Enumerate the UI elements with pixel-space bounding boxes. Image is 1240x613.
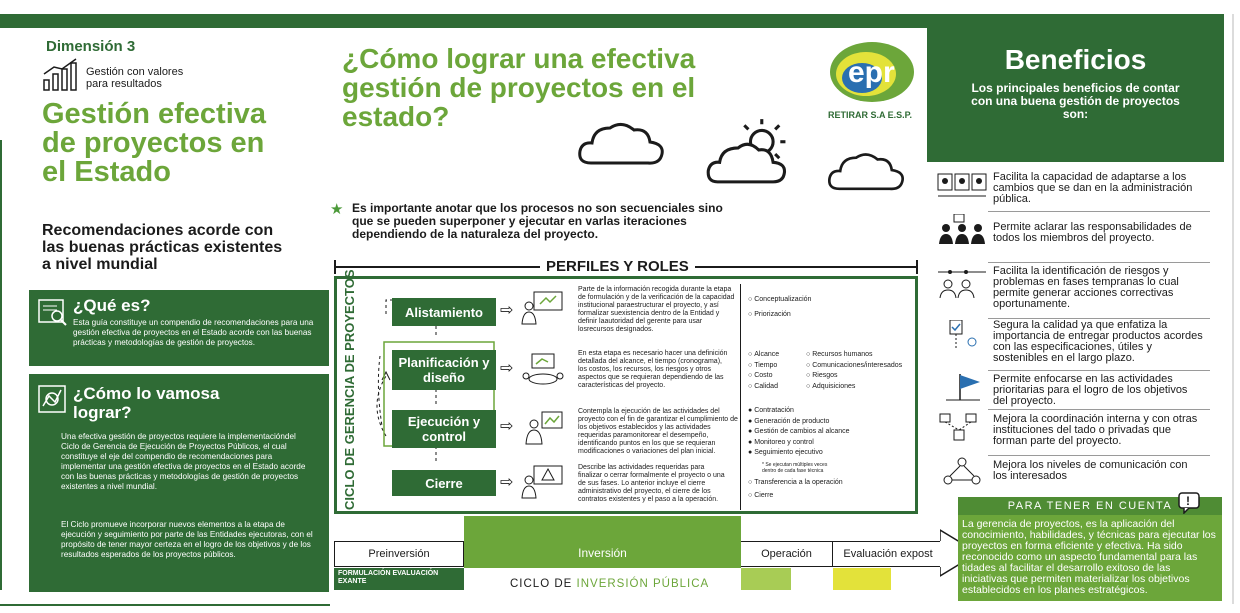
evaluacion-marker xyxy=(833,568,891,590)
perfiles-title: PERFILES Y ROLES xyxy=(540,258,695,275)
logo-text: RETIRAR S.A E.S.P. xyxy=(827,110,913,120)
sub-title: Recomendaciones acorde con las buenas prácticas existentes a nivel mundial xyxy=(42,222,283,273)
right-edge xyxy=(1232,14,1234,604)
book-icon xyxy=(37,296,67,326)
stage-ejecucion[interactable]: Ejecución y control xyxy=(392,410,496,448)
beneficio-item: Facilita la capacidad de adaptarse a los cambios que se dan en la administración pública. xyxy=(993,171,1193,205)
kpi-label: Gestión con valores para resultados xyxy=(86,66,184,90)
cycle-preinversion: Preinversión xyxy=(334,541,464,567)
como-title: ¿Cómo lo vamosa lograr? xyxy=(73,384,220,422)
note-text: Es importante anotar que los procesos no son secuenciales sino que se pueden superponer y ejecutar en varlas iteraciones dependiendo de la naturaleza del proyecto. xyxy=(352,201,723,241)
stage-alistamiento[interactable]: Alistamiento xyxy=(392,298,496,326)
dimension-label: Dimensión 3 xyxy=(46,38,136,55)
arrow-icon: ⇨ xyxy=(500,418,514,435)
stage-planificacion-desc: En esta etapa es necesario hacer una definición detallada del alcance, el tiempo (cronograma), los costos, los recursos, los riesgos y otros aspectos que se requieran dependiendo de las características del proyecto. xyxy=(578,350,728,389)
presenter-warning-icon xyxy=(520,464,566,500)
stage-cierre-desc: Describe las actividades requeridas para finalizar o cerrar formalmente el proyecto o una de sus fases. Lo anterior incluye el cierre administrativo del proyecto, el cierre de los contratos existentes y el paso a la operación. xyxy=(578,464,725,503)
stage-planificacion-list-a xyxy=(748,350,779,392)
ejecucion-footnote: * Se ejecutan múltiples veces dentro de cada fase técnica xyxy=(762,462,828,474)
question-title: ¿Cómo lograr una efectiva gestión de proyectos en el estado? xyxy=(342,43,696,132)
cloud-icon-small xyxy=(826,148,906,194)
beneficios-subtitle: Los principales beneficios de contar con una buena gestión de proyectos son: xyxy=(971,81,1180,121)
stage-ejecucion-list xyxy=(748,406,850,459)
formulacion-label: FORMULACIÓN EVALUACIÓN EXANTE xyxy=(334,568,464,590)
divider xyxy=(988,262,1210,263)
quality-checklist-icon xyxy=(936,320,988,350)
strategy-icon xyxy=(37,384,67,414)
divider xyxy=(988,455,1210,456)
beneficio-item: Mejora la coordinación interna y con otras instituciones del tado o privadas que forman parte del proyecto. xyxy=(993,413,1198,447)
top-bar xyxy=(0,14,927,28)
beneficio-item: Mejora los niveles de comunicación con los interesados xyxy=(993,459,1188,482)
cycle-inversion: Inversión xyxy=(464,516,741,568)
stage-planificacion-list-b xyxy=(806,350,902,392)
left-edge xyxy=(0,140,2,590)
main-title: Gestión efectiva de proyectos en el Estado xyxy=(42,98,267,188)
meeting-icon xyxy=(520,352,566,388)
cycle-vertical-label: CICLO DE GERENCIA DE PROYECTOS xyxy=(342,269,357,510)
que-es-box xyxy=(29,290,329,366)
list-item: ○ Recursos humanos xyxy=(806,350,902,361)
worker-icon xyxy=(520,410,566,446)
arrow-icon: ⇨ xyxy=(500,474,514,491)
list-item: ● Monitoreo y control xyxy=(748,438,850,449)
communication-network-icon xyxy=(936,456,988,486)
ciclo-prefix: CICLO DE xyxy=(510,578,573,590)
star-icon: ★ xyxy=(330,201,344,218)
alert-bubble-icon xyxy=(1178,492,1200,514)
cycle-arrows xyxy=(366,296,516,496)
cloud-icon xyxy=(576,118,666,168)
list-item: ● Generación de producto xyxy=(748,417,850,428)
beneficio-item: Segura la calidad ya que enfatiza la importancia de entregar productos acordes con las especificaciones, útiles y sostenibles en el largo plazo. xyxy=(993,319,1203,364)
list-item: ● Contratación xyxy=(748,406,850,417)
cycle-evaluacion: Evaluación expost xyxy=(833,541,943,567)
list-item: ○ Calidad xyxy=(748,382,779,393)
beneficios-box xyxy=(927,28,1224,162)
divider xyxy=(988,409,1210,410)
list-item: ○ Costo xyxy=(748,371,779,382)
divider xyxy=(740,284,741,510)
list-item: ○ Comunicaciones/interesados xyxy=(806,361,902,372)
top-bar-right xyxy=(927,14,1224,28)
beneficios-title: Beneficios xyxy=(1004,44,1147,75)
list-item: ○ Transferencia a la operación xyxy=(748,478,843,489)
que-es-title: ¿Qué es? xyxy=(73,296,151,315)
stage-ejecucion-desc: Contempla la ejecución de las actividades del proyecto con el fin de garantizar el cumplimiento de los objetivos establecidos y las actividades requeridas paramonitorear el desempeño, identificando puntos en los que se requieran modificaciones o variaciones del plan inicial. xyxy=(578,408,738,455)
epr-logo xyxy=(826,38,918,104)
list-item: ○ Alcance xyxy=(748,350,779,361)
stage-alistamiento-list xyxy=(748,295,811,320)
flag-target-icon xyxy=(936,372,988,402)
ciclo-inversion-label xyxy=(510,578,709,590)
list-item: ○ Riesgos xyxy=(806,371,902,382)
ciclo-green: INVERSIÓN PÚBLICA xyxy=(576,578,710,590)
bottom-edge xyxy=(0,604,330,606)
stage-alistamiento-desc: Parte de la información recogida durante la etapa de formulación y de la verificación de la capacidad institucional paraestructurar el proyecto, y así formalizar suexistencia dentro de la Entidad y definir laautoridad del gerente para usar losrecursos designados. xyxy=(578,286,735,333)
como-text-2: El Ciclo promueve incorporar nuevos elementos a la etapa de ejecución y seguimiento por parte de las Entidades ejecutoras, con el propósito de tener mayor certeza en el logro de los objetivos y de los resultados esperados de los proyectos públicos. xyxy=(61,520,313,559)
beneficio-item: Permite aclarar las responsabilidades de todos los miembros del proyecto. xyxy=(993,221,1192,244)
list-item: ○ Conceptualización xyxy=(748,295,811,306)
que-es-text: Esta guía constituye un compendio de recomendaciones para una gestión efectiva de proyectos en el Estado acorde con las buenas prácticas y metodologías de gestión de proyectos. xyxy=(73,318,314,347)
team-icon xyxy=(936,214,988,244)
beneficio-item: Facilita la identificación de riesgos y problemas en fases tempranas lo cual permite generar acciones correctivas oportunamente. xyxy=(993,265,1179,310)
como-text-1: Una efectiva gestión de proyectos requiere la implementacióndel Ciclo de Gerencia de Ejecución de Proyectos Públicos, el cual constituye el eje del compendio de recomendaciones para implementar una gestión efectiva de proyectos en el Estado acorde con las buenas prácticas y metodologías de gestión de proyectos existentes a nivel mundial. xyxy=(61,432,306,491)
list-item: ○ Cierre xyxy=(748,491,843,502)
sun-cloud-icon xyxy=(704,115,799,187)
list-item: ○ Priorización xyxy=(748,310,811,321)
stage-cierre[interactable]: Cierre xyxy=(392,470,496,496)
people-group-icon xyxy=(936,170,988,200)
stage-cierre-list xyxy=(748,478,843,501)
list-item: ○ Adquisiciones xyxy=(806,382,902,393)
list-item: ● Gestión de cambios al alcance xyxy=(748,427,850,438)
presenter-icon xyxy=(520,290,566,326)
risk-team-icon xyxy=(936,268,988,298)
list-item: ○ Tiempo xyxy=(748,361,779,372)
growth-chart-icon xyxy=(42,58,80,92)
cycle-operacion: Operación xyxy=(741,541,833,567)
list-item: ● Seguimiento ejecutivo xyxy=(748,448,850,459)
divider xyxy=(988,211,1210,212)
svg-text:!: ! xyxy=(1186,494,1190,508)
divider xyxy=(988,370,1210,371)
coordination-icon xyxy=(936,412,988,442)
arrow-icon: ⇨ xyxy=(500,360,514,377)
para-tener-text: La gerencia de proyectos, es la aplicación del conocimiento, habilidades, y técnicas para ejecutar los proyectos en forma eficiente y efectiva. Ha sido reconocido como un aspecto fundamental para las tidades al facilitar el desarrollo exitoso de las iniciativas que permiten materializar los objetivos establecidos en los planes estratégicos. xyxy=(962,518,1216,596)
arrow-icon: ⇨ xyxy=(500,302,514,319)
beneficio-item: Permite enfocarse en las actividades prioritarias para el logro de los objetivos del proyecto. xyxy=(993,373,1188,407)
operacion-marker xyxy=(741,568,791,590)
stage-planificacion[interactable]: Planificación y diseño xyxy=(392,350,496,390)
svg-text:epr: epr xyxy=(848,56,895,89)
como-box xyxy=(29,374,329,592)
para-tener-title: PARA TENER EN CUENTA xyxy=(958,497,1222,515)
